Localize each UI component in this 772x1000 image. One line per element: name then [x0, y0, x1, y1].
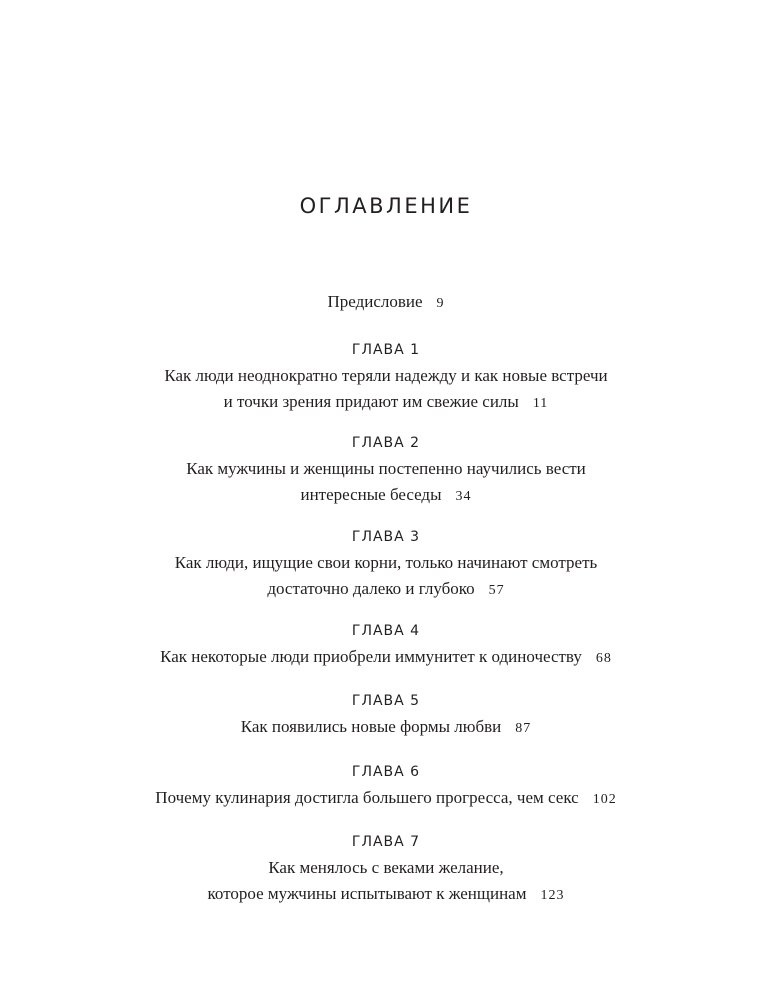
- page-number: 102: [592, 792, 617, 807]
- chapter-heading: ГЛАВА 7: [351, 834, 421, 850]
- toc-entry-chapter-5[interactable]: [0, 691, 772, 742]
- chapter-heading: ГЛАВА 3: [351, 529, 421, 545]
- page-number: 57: [488, 583, 505, 598]
- page-number: 11: [532, 396, 549, 411]
- toc-line: [0, 714, 772, 742]
- chapter-heading: ГЛАВА 1: [351, 342, 421, 358]
- toc-line: [0, 644, 772, 672]
- toc-entry-text: интересные беседы: [300, 485, 442, 504]
- toc-entry-chapter-1[interactable]: [0, 340, 772, 417]
- toc-line: [0, 576, 772, 604]
- toc-line: Как менялось с веками желание,: [268, 858, 504, 877]
- chapter-heading: ГЛАВА 6: [351, 764, 421, 780]
- toc-entry-chapter-7[interactable]: [0, 832, 772, 909]
- toc-line: Как люди, ищущие свои корни, только начинают смотреть: [174, 553, 598, 572]
- page-title: ОГЛАВЛЕНИЕ: [299, 194, 473, 218]
- toc-entry-chapter-2[interactable]: [0, 433, 772, 510]
- chapter-heading: ГЛАВА 2: [351, 435, 421, 451]
- toc-entry-preface[interactable]: [0, 289, 772, 317]
- toc-entry-text: Как некоторые люди приобрели иммунитет к одиночеству: [160, 647, 582, 666]
- toc-entry-chapter-4[interactable]: [0, 621, 772, 672]
- toc-entry-text: Как появились новые формы любви: [240, 717, 502, 736]
- chapter-heading: ГЛАВА 4: [351, 623, 421, 639]
- page-number: 34: [455, 489, 472, 504]
- page-number: 9: [436, 296, 445, 311]
- toc-entry-text: достаточно далеко и глубоко: [267, 579, 475, 598]
- toc-entry-text: Предисловие: [327, 292, 423, 311]
- toc-line: [0, 785, 772, 813]
- page-number: 87: [515, 721, 532, 736]
- toc-line: [0, 482, 772, 510]
- toc-line: Как мужчины и женщины постепенно научились вести: [186, 459, 586, 478]
- toc-line: [0, 389, 772, 417]
- page-number: 123: [540, 888, 565, 903]
- toc-entry-text: которое мужчины испытывают к женщинам: [207, 884, 527, 903]
- page-number: 68: [595, 651, 612, 666]
- toc-entry-text: и точки зрения придают им свежие силы: [223, 392, 519, 411]
- toc-line: [0, 289, 772, 317]
- toc-entry-chapter-3[interactable]: [0, 527, 772, 604]
- toc-line: Как люди неоднократно теряли надежду и как новые встречи: [164, 366, 608, 385]
- chapter-heading: ГЛАВА 5: [351, 693, 421, 709]
- toc-entry-chapter-6[interactable]: [0, 762, 772, 813]
- toc-line: [0, 881, 772, 909]
- toc-entry-text: Почему кулинария достигла большего прогресса, чем секс: [155, 788, 579, 807]
